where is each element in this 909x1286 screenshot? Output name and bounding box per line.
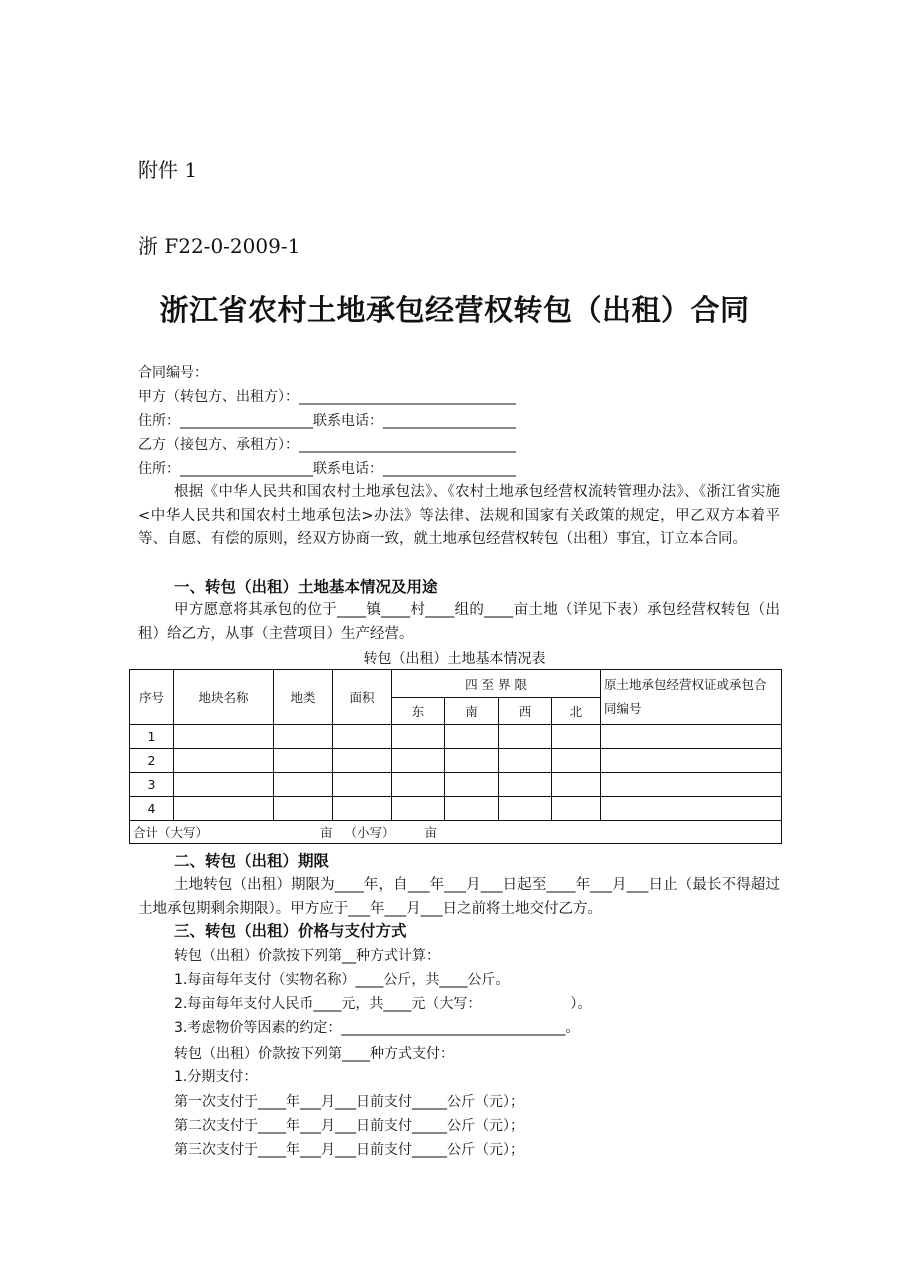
total-label: 合计（大写）	[133, 825, 209, 840]
cell-area	[333, 797, 392, 821]
section1-paragraph: 甲方愿意将其承包的位于____镇____村____组的____亩土地（详见下表）承包经营权转包（出租）给乙方，从事（主营项目）生产经营。	[138, 602, 780, 642]
section1-heading: 一、转包（出租）土地基本情况及用途	[174, 577, 438, 596]
document-code: 浙 F22-0-2009-1	[138, 234, 301, 258]
table-row	[130, 749, 782, 773]
cell-north	[552, 749, 601, 773]
installment-label: 1.分期支付：	[174, 1069, 258, 1085]
cell-cert	[601, 773, 782, 797]
section2-paragraph: 土地转包（出租）期限为____年，自___年___月___日起至____年___月___日止（最长不得超过土地承包期剩余期限）。甲方应于___年___月___日之前将土地交付乙方。	[138, 877, 780, 917]
row-number: 3	[130, 773, 174, 797]
payment-first: 第一次支付于____年___月___日前支付_____公斤（元）；	[174, 1094, 524, 1110]
cell-south	[445, 797, 499, 821]
total-mu-small: 亩	[424, 825, 438, 840]
price-calc-line: 转包（出租）价款按下列第__种方式计算：	[174, 948, 440, 964]
header-type: 地类	[274, 670, 333, 725]
intro-paragraph: 根据《中华人民共和国农村土地承包法》、《农村土地承包经营权流转管理办法》、《浙江省实施<中华人民共和国农村土地承包法>办法》等法律、法规和国家有关政策的规定，甲乙双方本着平等、自愿、有偿的原则，经双方协商一致，就土地承包经营权转包（出租）事宜，订立本合同。	[138, 484, 780, 547]
address-b-field: 住所：___________________联系电话：___________________	[138, 461, 516, 477]
section3-heading: 三、转包（出租）价格与支付方式	[174, 921, 407, 940]
contract-number-field: 合同编号：	[138, 365, 208, 381]
cell-south	[445, 749, 499, 773]
total-small-label: （小写）	[344, 825, 395, 840]
header-name: 地块名称	[174, 670, 274, 725]
header-east: 东	[392, 698, 445, 725]
payment-method-line: 转包（出租）价款按下列第____种方式支付：	[174, 1046, 454, 1062]
header-cert: 原土地承包经营权证或承包合同编号	[601, 670, 782, 725]
party-a-field: 甲方（转包方、出租方）：_______________________________	[138, 389, 516, 405]
payment-second: 第二次支付于____年___月___日前支付_____公斤（元）；	[174, 1118, 524, 1134]
section2-heading: 二、转包（出租）期限	[174, 851, 330, 870]
header-north: 北	[552, 698, 601, 725]
cell-cert	[601, 749, 782, 773]
cell-south	[445, 725, 499, 749]
total-mu-big: 亩	[320, 825, 333, 840]
address-a-field: 住所：___________________联系电话：___________________	[138, 413, 516, 429]
cell-east	[392, 797, 445, 821]
cell-area	[333, 749, 392, 773]
header-bounds: 四 至 界 限	[392, 670, 601, 698]
cell-type	[274, 773, 333, 797]
page-title: 浙江省农村土地承包经营权转包（出租）合同	[159, 293, 750, 327]
cell-south	[445, 773, 499, 797]
cell-west	[499, 749, 552, 773]
price-option-1: 1.每亩每年支付（实物名称）____公斤，共____公斤。	[174, 972, 510, 988]
row-number: 4	[130, 797, 174, 821]
row-number: 1	[130, 725, 174, 749]
cell-name	[174, 725, 274, 749]
cell-east	[392, 773, 445, 797]
cell-north	[552, 773, 601, 797]
attachment-label: 附件 1	[138, 158, 198, 182]
cell-west	[499, 773, 552, 797]
row-number: 2	[130, 749, 174, 773]
cell-west	[499, 797, 552, 821]
table-row	[130, 773, 782, 797]
header-area: 面积	[333, 670, 392, 725]
cell-name	[174, 797, 274, 821]
cell-north	[552, 797, 601, 821]
cell-name	[174, 749, 274, 773]
price-option-2: 2.每亩每年支付人民币____元，共____元（大写： ）。	[174, 996, 592, 1012]
cell-cert	[601, 797, 782, 821]
header-no: 序号	[130, 670, 174, 725]
party-b-field: 乙方（接包方、承租方）：_______________________________	[138, 437, 516, 453]
cell-cert	[601, 725, 782, 749]
cell-type	[274, 749, 333, 773]
price-option-3: 3.考虑物价等因素的约定：________________________________。	[174, 1020, 580, 1036]
header-south: 南	[445, 698, 499, 725]
table-row	[130, 725, 782, 749]
cell-name	[174, 773, 274, 797]
cell-north	[552, 725, 601, 749]
cell-east	[392, 725, 445, 749]
payment-third: 第三次支付于____年___月___日前支付_____公斤（元）；	[174, 1142, 524, 1158]
land-info-table	[129, 669, 782, 844]
cell-area	[333, 725, 392, 749]
cell-type	[274, 797, 333, 821]
total-row	[130, 821, 782, 844]
table-header-row	[130, 670, 782, 698]
cell-west	[499, 725, 552, 749]
cell-type	[274, 725, 333, 749]
total-cell	[130, 821, 782, 844]
cell-area	[333, 773, 392, 797]
cell-east	[392, 749, 445, 773]
table-row	[130, 797, 782, 821]
table-caption: 转包（出租）土地基本情况表	[363, 651, 546, 667]
header-west: 西	[499, 698, 552, 725]
